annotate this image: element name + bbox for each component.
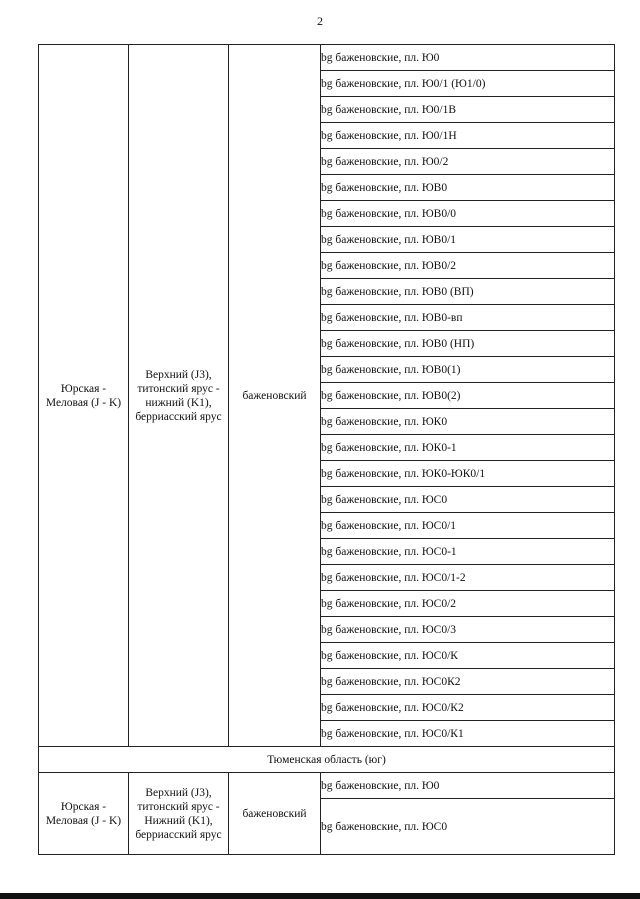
layer-cell: bg баженовские, пл. ЮВ0/2 (321, 253, 615, 279)
layer-cell: bg баженовские, пл. ЮВ0-вп (321, 305, 615, 331)
table-row (39, 773, 615, 799)
layer-cell: bg баженовские, пл. ЮС0/К (321, 643, 615, 669)
region-row (39, 747, 615, 773)
layer-cell: bg баженовские, пл. ЮК0-ЮК0/1 (321, 461, 615, 487)
stage-cell: Верхний (J3), титонский ярус - нижний (K1), берриасский ярус (129, 45, 229, 747)
layer-cell: bg баженовские, пл. ЮВ0 (НП) (321, 331, 615, 357)
layer-cell: bg баженовские, пл. Ю0 (321, 773, 615, 799)
layer-cell: bg баженовские, пл. Ю0/2 (321, 149, 615, 175)
layer-cell: bg баженовские, пл. ЮВ0/0 (321, 201, 615, 227)
layer-cell: bg баженовские, пл. ЮС0/К2 (321, 695, 615, 721)
layer-cell: bg баженовские, пл. Ю0/1Н (321, 123, 615, 149)
layer-cell: bg баженовские, пл. Ю0 (321, 45, 615, 71)
layer-cell: bg баженовские, пл. ЮС0 (321, 487, 615, 513)
section-2-body (39, 773, 615, 855)
region-section (39, 747, 615, 773)
layer-cell: bg баженовские, пл. ЮС0/3 (321, 617, 615, 643)
page-number: 2 (317, 14, 323, 28)
era-cell: Юрская - Меловая (J - K) (39, 773, 129, 855)
stratigraphy-table (38, 44, 615, 855)
suite-cell: баженовский (229, 773, 321, 855)
layer-cell: bg баженовские, пл. ЮК0-1 (321, 435, 615, 461)
stage-cell: Верхний (J3), титонский ярус - Нижний (K1), берриасский ярус (129, 773, 229, 855)
suite-cell: баженовский (229, 45, 321, 747)
layer-cell: bg баженовские, пл. ЮС0/К1 (321, 721, 615, 747)
scan-edge (0, 893, 640, 899)
layer-cell: bg баженовские, пл. ЮВ0(2) (321, 383, 615, 409)
layer-cell: bg баженовские, пл. ЮС0/1 (321, 513, 615, 539)
layer-cell: bg баженовские, пл. ЮВ0(1) (321, 357, 615, 383)
layer-cell: bg баженовские, пл. ЮВ0 (ВП) (321, 279, 615, 305)
layer-cell: bg баженовские, пл. ЮС0К2 (321, 669, 615, 695)
region-heading: Тюменская область (юг) (39, 747, 615, 773)
section-1-body (39, 45, 615, 747)
layer-cell: bg баженовские, пл. ЮК0 (321, 409, 615, 435)
layer-cell: bg баженовские, пл. ЮВ0 (321, 175, 615, 201)
layer-cell: bg баженовские, пл. ЮВ0/1 (321, 227, 615, 253)
layer-cell: bg баженовские, пл. Ю0/1В (321, 97, 615, 123)
table-row (39, 45, 615, 71)
layer-cell: bg баженовские, пл. ЮС0-1 (321, 539, 615, 565)
layer-cell: bg баженовские, пл. Ю0/1 (Ю1/0) (321, 71, 615, 97)
layer-cell: bg баженовские, пл. ЮС0/1-2 (321, 565, 615, 591)
era-cell: Юрская - Меловая (J - K) (39, 45, 129, 747)
layer-cell: bg баженовские, пл. ЮС0 (321, 799, 615, 855)
layer-cell: bg баженовские, пл. ЮС0/2 (321, 591, 615, 617)
